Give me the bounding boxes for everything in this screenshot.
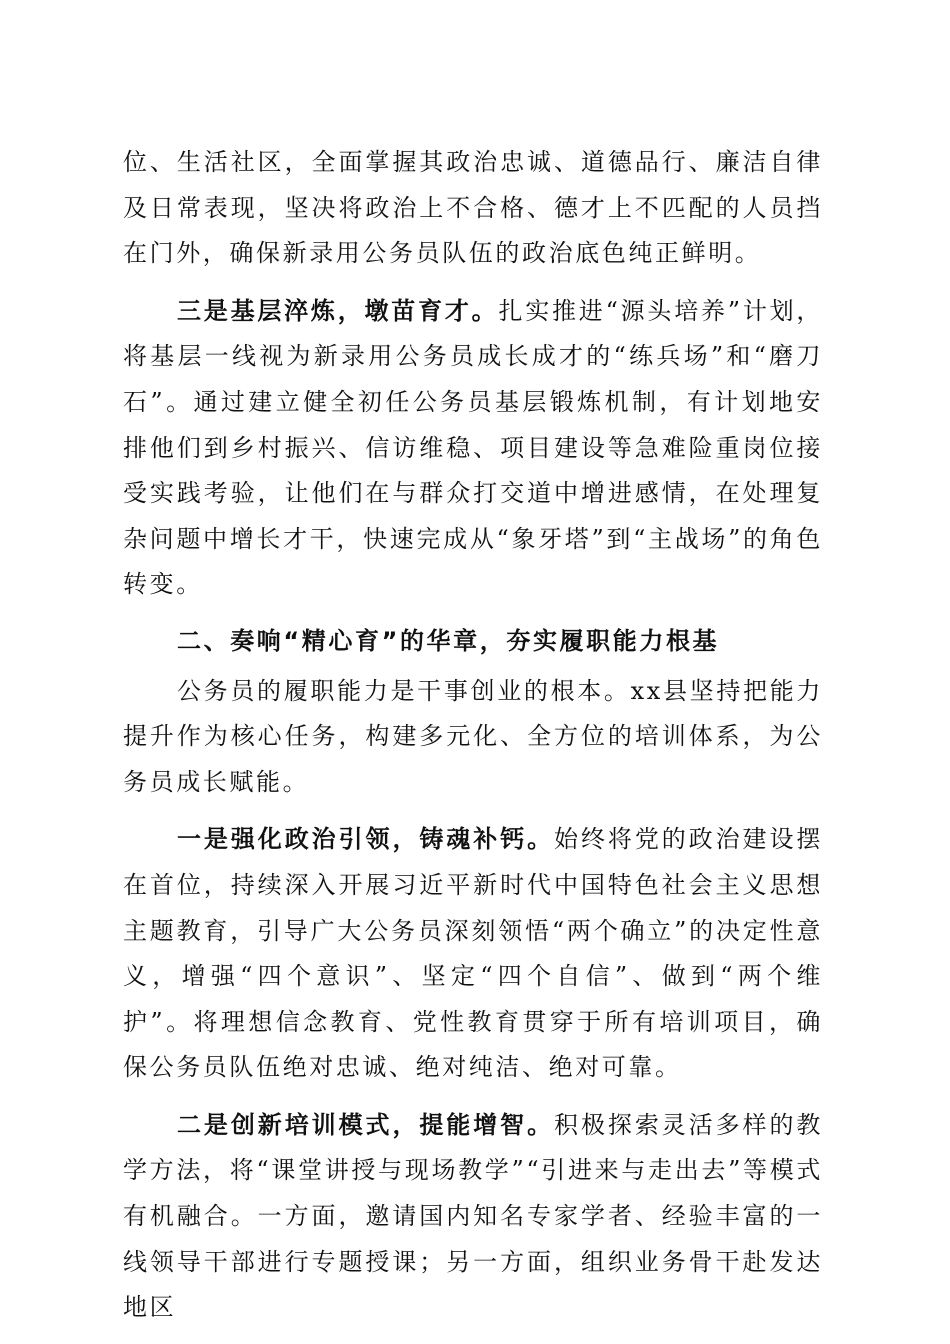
paragraph-section-intro (123, 669, 823, 806)
paragraph-lead: 二是创新培训模式，提能增智。 (177, 1109, 555, 1139)
paragraph-text: 位、生活社区，全面掌握其政治忠诚、道德品行、廉洁自律及日常表现，坚决将政治上不合格、德才上不匹配的人员挡在门外，确保新录用公务员队伍的政治底色纯正鲜明。 (123, 148, 823, 268)
section-heading: 二、奏响“精心育”的华章，夯实履职能力根基 (177, 626, 720, 655)
paragraph-grassroots-training (123, 288, 823, 608)
paragraph-text: 积极探索灵活多样的教学方法，将“课堂讲授与现场教学”“引进来与走出去”等模式有机融合。一方面，邀请国内知名专家学者、经验丰富的一线领导干部进行专题授课；另一方面，组织业务骨干赴发达地区 (123, 1110, 824, 1322)
paragraph-text: 扎实推进“源头培养”计划，将基层一线视为新录用公务员成长成才的“练兵场”和“磨刀石”。通过建立健全初任公务员基层锻炼机制，有计划地安排他们到乡村振兴、信访维稳、项目建设等急难险重岗位接受实践考验，让他们在与群众打交道中增进感情，在处理复杂问题中增长才干，快速完成从“象牙塔”到“主战场”的角色转变。 (123, 296, 824, 599)
paragraph-continuation (123, 140, 823, 277)
paragraph-training-innovation (123, 1102, 823, 1331)
paragraph-lead: 三是基层淬炼，墩苗育才。 (177, 295, 499, 325)
paragraph-lead: 一是强化政治引领，铸魂补钙。 (177, 824, 555, 854)
paragraph-text: 公务员的履职能力是干事创业的根本。xx县坚持把能力提升作为核心任务，构建多元化、全方位的培训体系，为公务员成长赋能。 (123, 676, 823, 796)
document-body (123, 140, 823, 1342)
paragraph-text: 始终将党的政治建设摆在首位，持续深入开展习近平新时代中国特色社会主义思想主题教育，引导广大公务员深刻领悟“两个确立”的决定性意义，增强“四个意识”、坚定“四个自信”、做到“两个维护”。将理想信念教育、党性教育贯穿于所有培训项目，确保公务员队伍绝对忠诚、绝对纯洁、绝对可靠。 (123, 825, 824, 1082)
paragraph-political-leadership (123, 816, 823, 1091)
